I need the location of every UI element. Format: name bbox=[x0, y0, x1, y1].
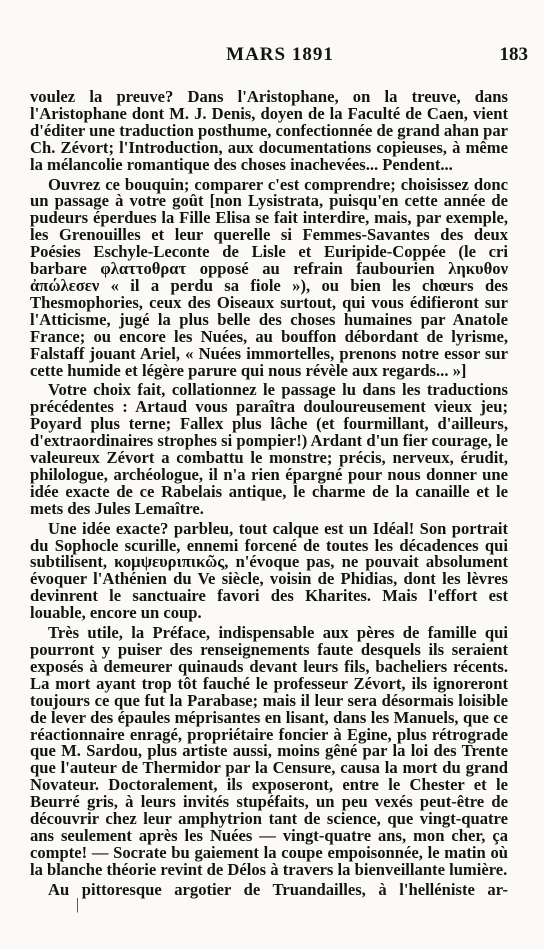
paragraph: Au pittoresque argotier de Truandailles, à l'helléniste ar- bbox=[48, 879, 508, 899]
article-body bbox=[30, 89, 508, 899]
paragraph: voulez la preuve? Dans l'Aristophane, on la treuve, dans l'Aristophane dont M. J. Denis, doyen de la Faculté de Caen, vient d'éditer une traduction posthume, confectionnée de grand ahan par Ch. Zévort; l'Introduction, aux documentations copieuses, à même la mélancolie romantique des choses inachevées... Pendent... bbox=[30, 87, 508, 174]
paragraph: Très utile, la Préface, indispensable aux pères de famille qui pourront y puiser des renseignements faute desquels ils seraient exposés à demeurer quinauds devant leurs fils, bacheliers récents. La mort ayant trop tôt fauché le professeur Zévort, ils ignoreront toujours ce que fut la Parabase; mais il leur sera désormais loisible de lever des épaules méprisantes en lisant, dans les Manuels, que ce réactionnaire enragé, propriétaire foncier à Egine, plus rétrograde que M. Sardou, plus artiste aussi, moins gêné par la loi des Trente que l'auteur de Thermidor par la Censure, causa la mort du grand Novateur. Doctoralement, ils exposeront, entre le Chester et le Beurré gris, à leurs invités stupéfaits, un peu vexés peut-être de découvrir chez leur amphytrion tant de science, que vingt-quatre ans seulement après les Nuées — vingt-quatre ans, mon cher, ça compte! — Socrate bu gaiement la coupe empoisonnée, le matin où la blanche théorie revint de Délos à travers la bienveillante lumière. bbox=[30, 623, 508, 879]
page-number: 183 bbox=[499, 44, 528, 65]
ink-mark: | bbox=[76, 896, 80, 913]
paragraph: Votre choix fait, collationnez le passage lu dans les traductions précédentes : Artaud vous paraîtra douloureusement vieux jeu; Poyard plus terne; Fallex plus lâche (et fourmillant, d'ailleurs, d'extraordinaires strophes si pompier!) Ardant d'un fier courage, le valeureux Zévort a combattu le monstre; précis, nerveux, érudit, philologue, archéologue, il n'a rien épargné pour nous donner une idée exacte de ce Rabelais antique, le charme de la canaille et le mets des Jules Lemaître. bbox=[30, 380, 508, 518]
paragraph: Ouvrez ce bouquin; comparer c'est comprendre; choisissez donc un passage à votre goût [non Lysistrata, puisqu'en cette année de pudeurs éperdues la Fille Elisa se fait interdire, mais, par exemple, les Grenouilles et leur querelle si Femmes-Savantes des deux Poésies Eschyle-Leconte de Lisle et Euripide-Coppée (le cri barbare φλαττοθρατ opposé au refrain faubourien ληκυθον ἀπώλεσεν « il a perdu sa fiole »), ou bien les chœurs des Thesmophories, ceux des Oiseaux surtout, qui vous édifieront sur l'Atticisme, jugé la plus belle des choses humaines par Anatole France; ou encore les Nuées, au bouffon débordant de lyrisme, Falstaff jouant Ariel, « Nuées immortelles, prenons notre essor sur cette humide et légère parure qui nous révèle aux regards... »] bbox=[30, 174, 508, 380]
running-title: MARS 1891 bbox=[226, 44, 334, 65]
page-header bbox=[30, 44, 530, 66]
paragraph: Une idée exacte? parbleu, tout calque est un Idéal! Son portrait du Sophocle scurille, ennemi forcené de toutes les décadences qui subtilisent, κομψευριπικῶς, n'évoque pas, ne pouvait absolument évoquer l'Athénien du Ve siècle, voisin de Phidias, dont les lèvres devinrent le sanctuaire favori des Kharites. Mais l'effort est louable, encore un coup. bbox=[30, 518, 508, 623]
